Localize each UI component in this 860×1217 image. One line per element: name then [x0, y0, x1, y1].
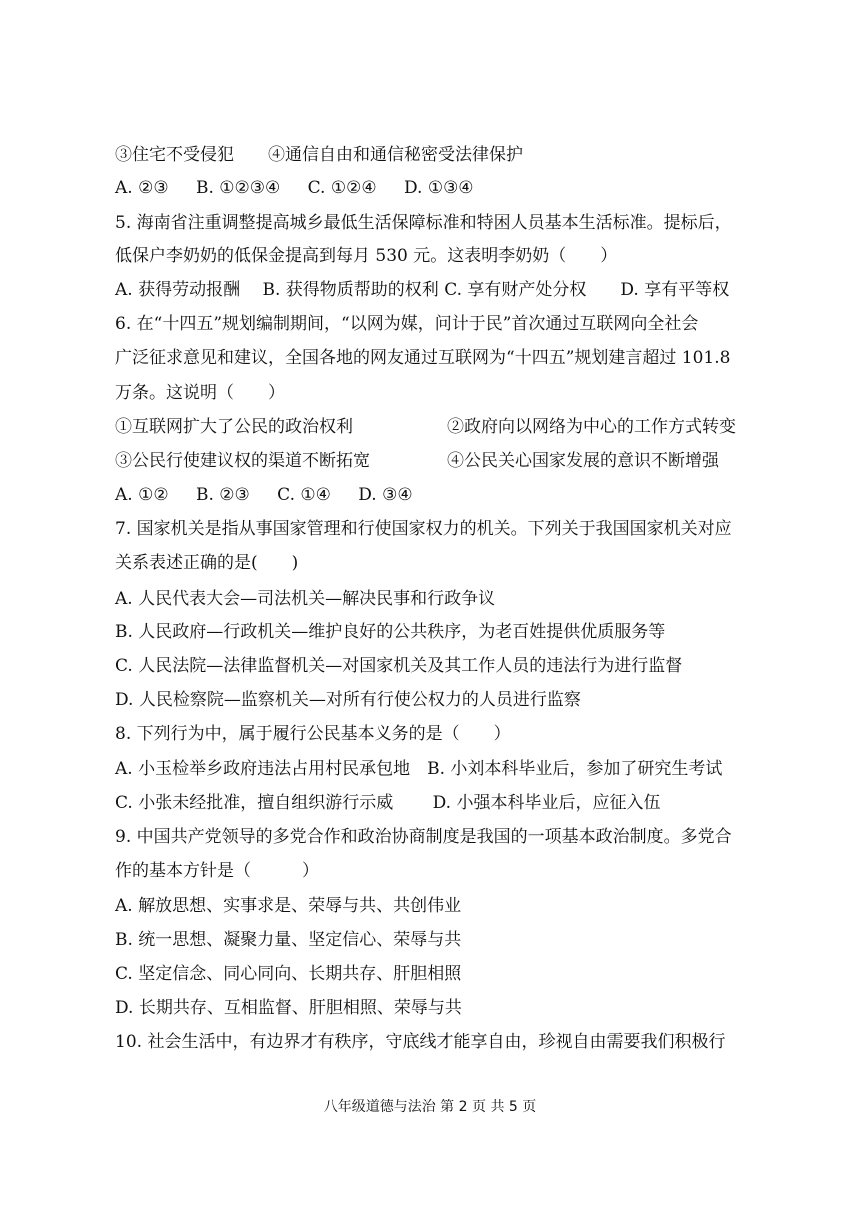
- q4-options: [115, 176, 780, 200]
- q6-options: [115, 483, 780, 507]
- q6-option-a: A. ①②: [115, 485, 169, 505]
- q6-option-c: C. ①④: [277, 485, 331, 505]
- q5-options: A. 获得劳动报酬 B. 获得物质帮助的权利 C. 享有财产处分权 D. 享有平等权: [115, 280, 730, 300]
- q9-option-b: B. 统一思想、凝聚力量、坚定信心、荣辱与共: [115, 930, 462, 950]
- q6-item-2: ②政府向以网络为中心的工作方式转变: [447, 417, 736, 437]
- q6-item-1: ①互联网扩大了公民的政治权利: [115, 417, 353, 437]
- q4-option-d: D. ①③④: [404, 178, 474, 198]
- q6-stem-line-2: 广泛征求意见和建议，全国各地的网友通过互联网为“十四五”规划建言超过 101.8: [115, 348, 731, 368]
- q6-item-3: ③公民行使建议权的渠道不断拓宽: [115, 451, 370, 471]
- q8-options-line-1: A. 小玉检举乡政府违法占用村民承包地 B. 小刘本科毕业后，参加了研究生考试: [115, 759, 723, 779]
- q6-items-row-1: [115, 415, 780, 439]
- q6-stem-line-1: 6. 在“十四五”规划编制期间，“以网为媒，问计于民”首次通过互联网向全社会: [115, 314, 699, 334]
- q7-option-c: C. 人民法院—法律监督机关—对国家机关及其工作人员的违法行为进行监督: [115, 656, 683, 676]
- q10-stem-line-1: 10. 社会生活中，有边界才有秩序，守底线才能享自由，珍视自由需要我们积极行: [115, 1032, 726, 1052]
- q7-stem-line-1: 7. 国家机关是指从事国家管理和行使国家权力的机关。下列关于我国国家机关对应: [115, 519, 732, 539]
- q8-stem: 8. 下列行为中，属于履行公民基本义务的是（ ）: [115, 724, 511, 744]
- q9-option-c: C. 坚定信念、同心同向、长期共存、肝胆相照: [115, 964, 462, 984]
- q9-option-a: A. 解放思想、实事求是、荣辱与共、共创伟业: [115, 896, 462, 916]
- q5-stem-line-2: 低保户李奶奶的低保金提高到每月 530 元。这表明李奶奶（ ）: [115, 246, 618, 266]
- q9-stem-line-2: 作的基本方针是（ ）: [115, 861, 319, 881]
- q6-option-d: D. ③④: [358, 485, 413, 505]
- q7-stem-line-2: 关系表述正确的是( ): [115, 553, 299, 573]
- q9-stem-line-1: 9. 中国共产党领导的多党合作和政治协商制度是我国的一项基本政治制度。多党合: [115, 827, 732, 847]
- q8-options-line-2: C. 小张未经批准，擅自组织游行示威 D. 小强本科毕业后，应征入伍: [115, 793, 661, 813]
- q6-item-4: ④公民关心国家发展的意识不断增强: [447, 451, 719, 471]
- q4-option-b: B. ①②③④: [195, 178, 281, 198]
- q9-option-d: D. 长期共存、互相监督、肝胆相照、荣辱与共: [115, 998, 462, 1018]
- page-footer: 八年级道德与法治 第 2 页 共 5 页: [323, 1099, 537, 1115]
- q4-option-c: C. ①②④: [307, 178, 377, 198]
- q7-option-a: A. 人民代表大会—司法机关—解决民事和行政争议: [115, 589, 496, 609]
- q6-option-b: B. ②③: [195, 485, 250, 505]
- q6-items-row-2: [115, 449, 780, 473]
- q5-stem-line-1: 5. 海南省注重调整提高城乡最低生活保障标准和特困人员基本生活标准。提标后，: [115, 213, 732, 233]
- q4-items-line: ③住宅不受侵犯 ④通信自由和通信秘密受法律保护: [115, 145, 523, 165]
- q6-stem-line-3: 万条。这说明（ ）: [115, 383, 285, 403]
- q7-option-d: D. 人民检察院—监察机关—对所有行使公权力的人员进行监察: [115, 690, 581, 710]
- q4-option-a: A. ②③: [115, 178, 169, 198]
- q7-option-b: B. 人民政府—行政机关—维护良好的公共秩序，为老百姓提供优质服务等: [115, 622, 666, 642]
